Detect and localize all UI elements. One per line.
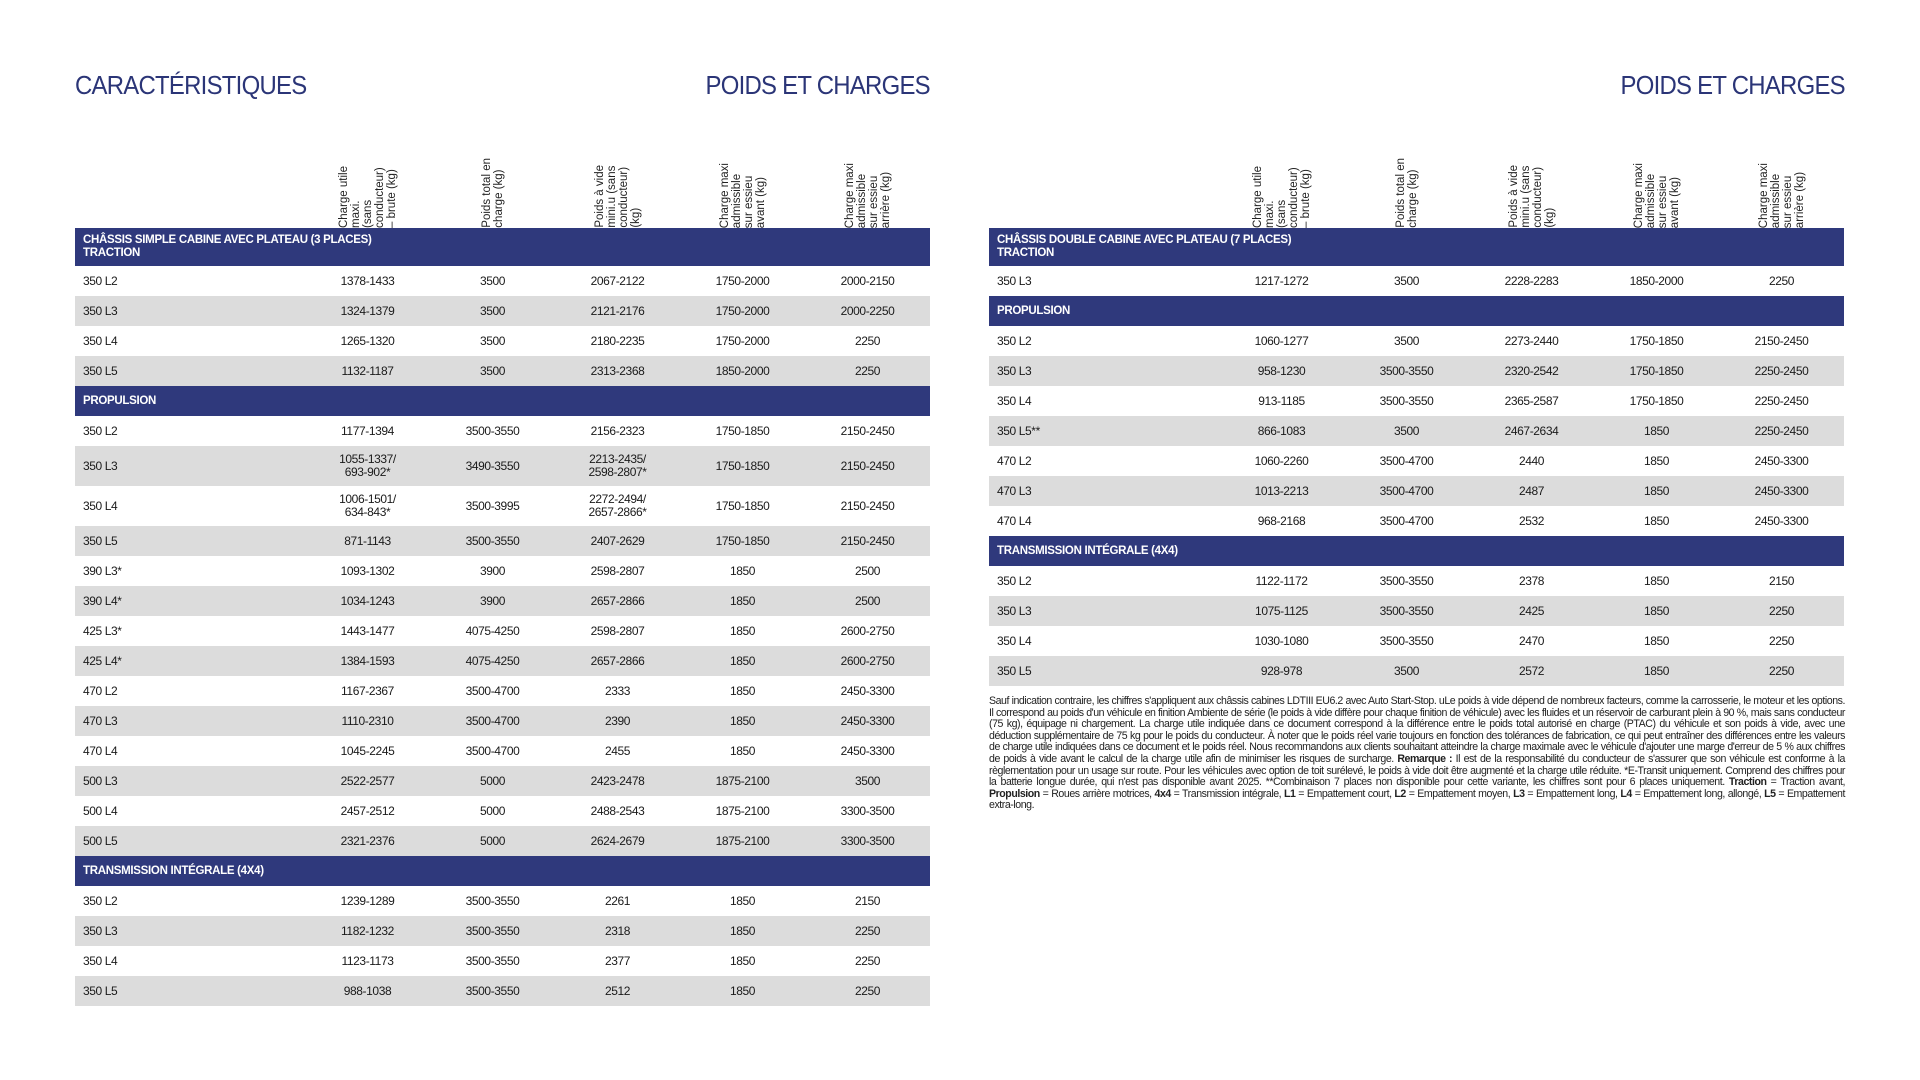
table-row: [989, 386, 1844, 416]
footnote-term: Traction: [1728, 776, 1767, 789]
model-label: 350 L4: [997, 394, 1032, 408]
footnote-text: = Empattement long, allongé,: [1631, 787, 1765, 800]
cell-value: 2450-3300: [1754, 483, 1809, 498]
footnote-term: Remarque :: [1397, 752, 1453, 765]
table-row: [75, 766, 930, 796]
cell-value: 1850-2000: [1629, 273, 1684, 288]
model-label: 470 L3: [997, 484, 1032, 498]
cell-value: 1875-2100: [715, 833, 770, 848]
cell-value: 3500-3995: [465, 498, 520, 513]
cell-value: 2000-2150: [840, 273, 895, 288]
cell-value: 2378: [1518, 573, 1545, 588]
cell-value: 3500: [479, 363, 506, 378]
cell-value: 988-1038: [343, 983, 392, 998]
cell-value: 3500-3550: [465, 983, 520, 998]
cell-value: 2250: [854, 333, 881, 348]
footnote-text: = Empattement moyen,: [1405, 787, 1514, 800]
section-title: CHÂSSIS DOUBLE CABINE AVEC PLATEAU (7 PLACES): [997, 234, 1292, 246]
table-row: [989, 416, 1844, 446]
table-row: [75, 826, 930, 856]
footnote-text: = Traction avant,: [1766, 776, 1845, 789]
footnote-text: = Empattement court,: [1295, 787, 1395, 800]
cell-value: 2250: [854, 983, 881, 998]
cell-value: 3300-3500: [840, 803, 895, 818]
cell-value: 1378-1433: [340, 273, 395, 288]
table-row: [75, 556, 930, 586]
cell-value: 3500-4700: [1379, 513, 1434, 528]
footnote-text: = Transmission intégrale,: [1170, 787, 1284, 800]
cell-value: 1850: [729, 713, 756, 728]
section-band: [989, 228, 1844, 266]
cell-value: 913-1185: [1258, 393, 1305, 408]
cell-value: 1182-1232: [341, 923, 394, 938]
cell-value: 1384-1593: [340, 653, 395, 668]
cell-value: 2121-2176: [590, 303, 645, 318]
table-row: [75, 356, 930, 386]
cell-value: 1850: [729, 983, 756, 998]
cell-value: 1132-1187: [341, 363, 394, 378]
table-row: [75, 706, 930, 736]
model-label: 500 L5: [83, 834, 118, 848]
cell-value: 3500-3550: [1379, 573, 1434, 588]
cell-value: 2150: [1768, 573, 1795, 588]
cell-value: 2313-2368: [590, 363, 645, 378]
table-row: [989, 356, 1844, 386]
cell-value: 2512: [604, 983, 631, 998]
cell-value: 2500: [854, 593, 881, 608]
cell-value: 1750-1850: [1629, 333, 1684, 348]
cell-value: 1850: [729, 953, 756, 968]
model-label: 350 L3: [83, 304, 118, 318]
cell-value: 1123-1173: [341, 953, 394, 968]
column-header: Poids à vide mini.u (sans conducteur) (kg): [1507, 165, 1556, 228]
cell-value: 2150-2450: [1754, 333, 1809, 348]
cell-value: 2657-2866: [590, 653, 645, 668]
cell-value: 4075-4250: [465, 623, 520, 638]
cell-value: 1239-1289: [340, 893, 395, 908]
section-title: PROPULSION: [83, 395, 157, 407]
cell-value: 1324-1379: [340, 303, 395, 318]
cell-value: 2450-3300: [840, 743, 895, 758]
cell-value: 3500: [1393, 423, 1420, 438]
cell-value: 3500-3550: [1379, 603, 1434, 618]
table-row: [989, 446, 1844, 476]
cell-value: 3900: [479, 563, 506, 578]
footnote-text: = Empattement extra-long.: [989, 787, 1845, 812]
cell-value: 5000: [479, 833, 506, 848]
table-row: [75, 486, 930, 526]
cell-value: 3500: [479, 333, 506, 348]
cell-value: 2407-2629: [590, 533, 645, 548]
cell-value: 1055-1337/ 693-902*: [339, 452, 396, 479]
footnote-term: L3: [1513, 787, 1525, 800]
table-row: [989, 506, 1844, 536]
cell-value: 2572: [1518, 663, 1545, 678]
model-label: 350 L3: [83, 924, 118, 938]
cell-value: 1750-1850: [1629, 363, 1684, 378]
model-label: 350 L5: [83, 984, 118, 998]
column-header: Charge utile maxi. (sans conducteur) – brute (kg): [337, 165, 398, 228]
model-label: 500 L3: [83, 774, 118, 788]
cell-value: 2150-2450: [840, 498, 895, 513]
cell-value: 1850: [1643, 453, 1670, 468]
footnote-term: L2: [1394, 787, 1406, 800]
table-row: [75, 736, 930, 766]
cell-value: 1034-1243: [340, 593, 395, 608]
cell-value: 3500-3550: [465, 953, 520, 968]
table-row: [75, 976, 930, 1006]
cell-value: 3300-3500: [840, 833, 895, 848]
cell-value: 1093-1302: [340, 563, 395, 578]
cell-value: 2228-2283: [1504, 273, 1559, 288]
cell-value: 2450-3300: [1754, 453, 1809, 468]
cell-value: 3900: [479, 593, 506, 608]
cell-value: 3500-4700: [465, 743, 520, 758]
cell-value: 3500-3550: [465, 893, 520, 908]
model-label: 390 L4*: [83, 594, 122, 608]
cell-value: 1750-1850: [715, 533, 770, 548]
table-row: [75, 586, 930, 616]
cell-value: 2450-3300: [840, 713, 895, 728]
cell-value: 1875-2100: [715, 803, 770, 818]
cell-value: 2273-2440: [1504, 333, 1559, 348]
section-band: [989, 536, 1844, 566]
cell-value: 3500-3550: [1379, 363, 1434, 378]
cell-value: 2250: [1768, 633, 1795, 648]
cell-value: 2320-2542: [1504, 363, 1559, 378]
cell-value: 2261: [604, 893, 631, 908]
cell-value: 2457-2512: [340, 803, 395, 818]
cell-value: 3500-3550: [465, 923, 520, 938]
cell-value: 968-2168: [1257, 513, 1306, 528]
table-row: [75, 676, 930, 706]
model-label: 350 L2: [997, 334, 1032, 348]
table-row: [75, 416, 930, 446]
cell-value: 2000-2250: [840, 303, 895, 318]
model-label: 350 L2: [997, 574, 1032, 588]
cell-value: 2150-2450: [840, 458, 895, 473]
section-title: PROPULSION: [997, 305, 1071, 317]
model-label: 350 L3: [83, 459, 118, 473]
table-row: [989, 326, 1844, 356]
cell-value: 1750-2000: [715, 303, 770, 318]
cell-value: 3500: [1393, 273, 1420, 288]
cell-value: 2377: [604, 953, 631, 968]
cell-value: 2423-2478: [590, 773, 645, 788]
column-header: Charge maxi admissible sur essieu arrière (kg): [1757, 162, 1806, 228]
cell-value: 1850-2000: [715, 363, 770, 378]
cell-value: 2624-2679: [590, 833, 645, 848]
cell-value: 3500: [1393, 333, 1420, 348]
table-row: [75, 266, 930, 296]
cell-value: 3500: [479, 303, 506, 318]
model-label: 350 L3: [997, 364, 1032, 378]
table-row: [75, 326, 930, 356]
cell-value: 2250: [854, 953, 881, 968]
cell-value: 2450-3300: [840, 683, 895, 698]
cell-value: 1122-1172: [1255, 573, 1308, 588]
cell-value: 1850: [1643, 483, 1670, 498]
table-row: [989, 656, 1844, 686]
cell-value: 2150-2450: [840, 533, 895, 548]
cell-value: 2455: [604, 743, 631, 758]
cell-value: 1850: [1643, 573, 1670, 588]
model-label: 500 L4: [83, 804, 118, 818]
cell-value: 1750-1850: [715, 498, 770, 513]
footnote: [989, 696, 1845, 812]
table-row: [75, 646, 930, 676]
cell-value: 2250: [1768, 663, 1795, 678]
model-label: 350 L2: [83, 894, 118, 908]
cell-value: 2598-2807: [590, 563, 645, 578]
model-label: 350 L4: [83, 334, 118, 348]
cell-value: 2522-2577: [340, 773, 395, 788]
cell-value: 2600-2750: [840, 623, 895, 638]
cell-value: 2487: [1518, 483, 1545, 498]
cell-value: 3500-4700: [465, 713, 520, 728]
table-row: [75, 946, 930, 976]
cell-value: 1030-1080: [1254, 633, 1309, 648]
cell-value: 2250: [854, 923, 881, 938]
column-header-row: [989, 150, 1844, 228]
cell-value: 3500-3550: [1379, 393, 1434, 408]
cell-value: 2318: [604, 923, 631, 938]
cell-value: 2250-2450: [1754, 363, 1809, 378]
cell-value: 1177-1394: [341, 423, 394, 438]
cell-value: 866-1083: [1257, 423, 1306, 438]
cell-value: 2272-2494/ 2657-2866*: [588, 492, 647, 519]
footnote-term: L5: [1764, 787, 1776, 800]
footnote-term: 4x4: [1154, 787, 1171, 800]
model-label: 350 L5: [83, 364, 118, 378]
table-row: [989, 476, 1844, 506]
model-label: 350 L4: [997, 634, 1032, 648]
section-title: TRANSMISSION INTÉGRALE (4X4): [997, 545, 1178, 557]
cell-value: 3500: [854, 773, 881, 788]
cell-value: 1750-1850: [715, 458, 770, 473]
cell-value: 1850: [1643, 513, 1670, 528]
cell-value: 1850: [729, 653, 756, 668]
cell-value: 871-1143: [344, 533, 391, 548]
cell-value: 1006-1501/ 634-843*: [339, 492, 396, 519]
cell-value: 2470: [1518, 633, 1545, 648]
cell-value: 1045-2245: [340, 743, 395, 758]
table-row: [75, 616, 930, 646]
column-header: Charge maxi admissible sur essieu arrière (kg): [843, 162, 892, 228]
table-row: [989, 566, 1844, 596]
table-row: [75, 296, 930, 326]
cell-value: 2365-2587: [1504, 393, 1559, 408]
cell-value: 2250-2450: [1754, 423, 1809, 438]
column-header: Charge utile maxi. (sans conducteur) – brute (kg): [1251, 165, 1312, 228]
cell-value: 3500: [479, 273, 506, 288]
column-header-row: [75, 150, 930, 228]
cell-value: 1110-2310: [341, 713, 394, 728]
cell-value: 1850: [1643, 663, 1670, 678]
cell-value: 1750-1850: [715, 423, 770, 438]
column-header: Poids total en charge (kg): [480, 158, 505, 228]
cell-value: 2067-2122: [590, 273, 645, 288]
cell-value: 5000: [479, 803, 506, 818]
cell-value: 1750-2000: [715, 333, 770, 348]
model-label: 470 L4: [997, 514, 1032, 528]
cell-value: 958-1230: [1257, 363, 1306, 378]
model-label: 390 L3*: [83, 564, 122, 578]
cell-value: 2500: [854, 563, 881, 578]
cell-value: 1750-2000: [715, 273, 770, 288]
footnote-text: Sauf indication contraire, les chiffres s'appliquent aux châssis cabines LDTIII EU6.2 avec Auto Start-Stop. uLe poids à vide dépend de nombreux facteurs, comme la carrosserie, le moteur et les options. Il correspond au poids d'un véhicule en finition Ambiente de série (le poids à vide diffère pour chaque finition de véhicule) avec les fluides et un réservoir de carburant plein à 90 %, mais sans conducteur (75 kg), équipage ni chargement. La charge utile indiquée dans ce document correspond à la différence entre le poids total autorisé en charge (PTAC) du véhicule et son poids à vide, avec une déduction supplémentaire de 75 kg pour le poids du conducteur. À noter que le poids réel varie toujours en fonction des tolérances de fabrication, ce qui peut entraîner des différences entre les valeurs de charge utile indiquées dans ce document et le poids réel. Nous recommandons aux clients souhaitant atteindre la charge maximale avec le véhicule d'ajouter une marge d'erreur de 5 % aux chiffres de poids à vide avant le calcul de la charge utile afin de minimiser les risques de surcharge.: [989, 695, 1845, 765]
cell-value: 2425: [1518, 603, 1545, 618]
cell-value: 1265-1320: [340, 333, 395, 348]
section-band: [75, 386, 930, 416]
cell-value: 2150: [854, 893, 881, 908]
cell-value: 1850: [729, 623, 756, 638]
cell-value: 2333: [604, 683, 631, 698]
cell-value: 1850: [729, 593, 756, 608]
model-label: 470 L4: [83, 744, 118, 758]
cell-value: 2532: [1518, 513, 1545, 528]
cell-value: 1850: [729, 563, 756, 578]
cell-value: 2321-2376: [340, 833, 395, 848]
cell-value: 2390: [604, 713, 631, 728]
model-label: 350 L5**: [997, 424, 1040, 438]
footnote-text: = Roues arrière motrices,: [1039, 787, 1155, 800]
cell-value: 5000: [479, 773, 506, 788]
cell-value: 1850: [1643, 603, 1670, 618]
model-label: 350 L5: [997, 664, 1032, 678]
footnote-term: L1: [1284, 787, 1296, 800]
section-title: TRACTION: [997, 247, 1055, 259]
table-row: [75, 886, 930, 916]
cell-value: 1013-2213: [1254, 483, 1309, 498]
cell-value: 3500: [1393, 663, 1420, 678]
footnote-text: Il est de la responsabilité du conducteur de s'assurer que son véhicule est conforme à la règlementation pour un usage sur route. Pour les véhicules avec option de toit surélevé, le poids à vide doit être augmenté et la charge utile réduite. *E-Transit uniquement. Comprend des chiffres pour la batterie longue durée, qui n'est pas disponible avant 2025. **Combinaison 7 places non disponible pour cette variante, les chiffres sont pour 6 places uniquement.: [989, 752, 1845, 789]
table-row: [989, 596, 1844, 626]
cell-value: 2250: [1768, 273, 1795, 288]
model-label: 350 L2: [83, 274, 118, 288]
column-header: Charge maxi admissible sur essieu avant (kg): [1632, 162, 1681, 228]
model-label: 425 L3*: [83, 624, 122, 638]
table-row: [75, 796, 930, 826]
cell-value: 3500-3550: [1379, 633, 1434, 648]
section-band: [989, 296, 1844, 326]
cell-value: 2598-2807: [590, 623, 645, 638]
table-row: [75, 446, 930, 486]
cell-value: 2657-2866: [590, 593, 645, 608]
cell-value: 3500-4700: [1379, 483, 1434, 498]
weights-table-double-cabine: [989, 150, 1844, 686]
cell-value: 1850: [1643, 423, 1670, 438]
section-band: [75, 228, 930, 266]
page-title-caracteristiques: CARACTÉRISTIQUES: [75, 70, 307, 100]
cell-value: 2250: [1768, 603, 1795, 618]
cell-value: 1217-1272: [1254, 273, 1309, 288]
cell-value: 1850: [729, 893, 756, 908]
footnote-term: Propulsion: [989, 787, 1040, 800]
cell-value: 2450-3300: [1754, 513, 1809, 528]
cell-value: 928-978: [1260, 663, 1303, 678]
model-label: 425 L4*: [83, 654, 122, 668]
cell-value: 1850: [1643, 633, 1670, 648]
footnote-term: L4: [1620, 787, 1632, 800]
cell-value: 4075-4250: [465, 653, 520, 668]
table-row: [989, 626, 1844, 656]
table-row: [989, 266, 1844, 296]
cell-value: 3500-3550: [465, 533, 520, 548]
column-header: Poids total en charge (kg): [1394, 158, 1419, 228]
cell-value: 2467-2634: [1504, 423, 1559, 438]
cell-value: 1443-1477: [340, 623, 395, 638]
weights-table-simple-cabine: [75, 150, 930, 1006]
cell-value: 2440: [1518, 453, 1545, 468]
cell-value: 1167-2367: [341, 683, 394, 698]
cell-value: 1850: [729, 743, 756, 758]
cell-value: 1750-1850: [1629, 393, 1684, 408]
cell-value: 3500-4700: [1379, 453, 1434, 468]
section-title: TRANSMISSION INTÉGRALE (4X4): [83, 865, 264, 877]
cell-value: 2488-2543: [590, 803, 645, 818]
table-row: [75, 526, 930, 556]
model-label: 470 L2: [997, 454, 1032, 468]
table-row: [75, 916, 930, 946]
model-label: 470 L2: [83, 684, 118, 698]
model-label: 470 L3: [83, 714, 118, 728]
cell-value: 2150-2450: [840, 423, 895, 438]
model-label: 350 L4: [83, 954, 118, 968]
model-label: 350 L3: [997, 604, 1032, 618]
cell-value: 1060-1277: [1254, 333, 1309, 348]
section-band: [75, 856, 930, 886]
cell-value: 1060-2260: [1254, 453, 1309, 468]
column-header: Poids à vide mini.u (sans conducteur) (kg): [593, 165, 642, 228]
model-label: 350 L5: [83, 534, 118, 548]
footnote-text: = Empattement long,: [1524, 787, 1621, 800]
model-label: 350 L4: [83, 499, 118, 513]
cell-value: 2180-2235: [590, 333, 645, 348]
cell-value: 2156-2323: [590, 423, 645, 438]
cell-value: 2600-2750: [840, 653, 895, 668]
model-label: 350 L2: [83, 424, 118, 438]
cell-value: 2250: [854, 363, 881, 378]
cell-value: 3490-3550: [465, 458, 520, 473]
section-title-left: POIDS ET CHARGES: [705, 70, 930, 100]
section-title: TRACTION: [83, 247, 141, 259]
cell-value: 1075-1125: [1255, 603, 1308, 618]
cell-value: 1875-2100: [715, 773, 770, 788]
model-label: 350 L3: [997, 274, 1032, 288]
cell-value: 1850: [729, 923, 756, 938]
column-header: Charge maxi admissible sur essieu avant (kg): [718, 162, 767, 228]
cell-value: 3500-4700: [465, 683, 520, 698]
cell-value: 3500-3550: [465, 423, 520, 438]
section-title-right: POIDS ET CHARGES: [1620, 70, 1845, 100]
cell-value: 2213-2435/ 2598-2807*: [588, 452, 647, 479]
section-title: CHÂSSIS SIMPLE CABINE AVEC PLATEAU (3 PLACES): [83, 234, 372, 246]
cell-value: 1850: [729, 683, 756, 698]
cell-value: 2250-2450: [1754, 393, 1809, 408]
